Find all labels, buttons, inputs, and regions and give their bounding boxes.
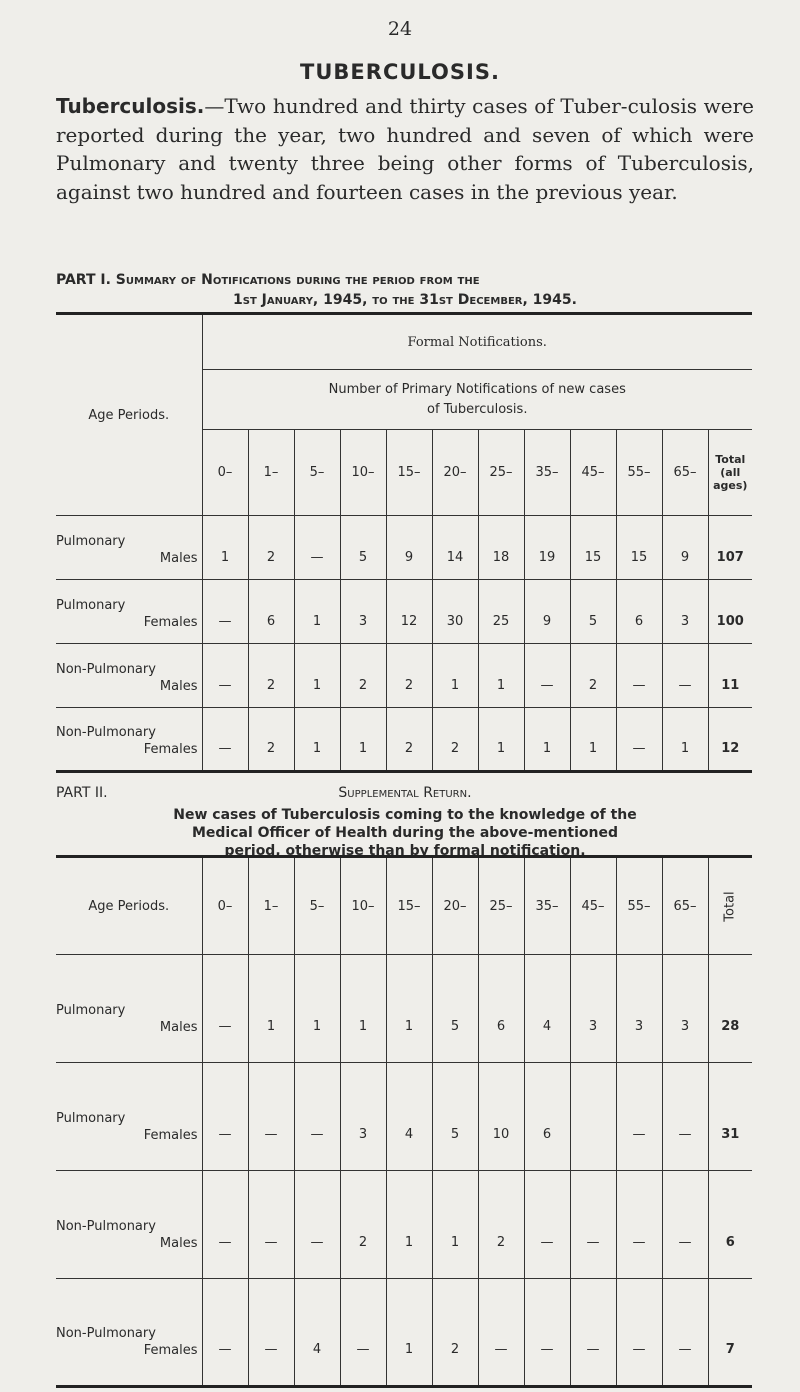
table-cell: 1 xyxy=(248,955,294,1063)
table-cell: 2 xyxy=(432,1279,478,1387)
table-cell: 3 xyxy=(616,955,662,1063)
col-header: 0– xyxy=(202,430,248,516)
table-row xyxy=(56,708,752,772)
total-header-line3: ages) xyxy=(713,479,748,492)
part2-desc-line: period, otherwise than by formal notification. xyxy=(224,843,586,859)
table-cell: 1 xyxy=(570,708,616,772)
table-cell: 1 xyxy=(386,955,432,1063)
total-header-line1: Total xyxy=(715,453,746,466)
part2-title: Supplemental Return. xyxy=(338,785,472,801)
row-label xyxy=(56,580,202,644)
table-cell: 2 xyxy=(570,644,616,708)
table-row xyxy=(56,955,752,1063)
part1-caption xyxy=(56,270,754,310)
table-cell: 2 xyxy=(478,1171,524,1279)
table-cell: 1 xyxy=(478,708,524,772)
table-cell: 1 xyxy=(294,580,340,644)
table-cell: — xyxy=(294,1063,340,1171)
table-row xyxy=(56,1063,752,1171)
total-cell: 7 xyxy=(708,1279,752,1387)
col-header: 25– xyxy=(478,857,524,955)
row-label-line1: Non-Pulmonary xyxy=(56,1219,156,1234)
formal-notifications-header: Formal Notifications. xyxy=(202,314,752,370)
row-label xyxy=(56,1279,202,1387)
table-cell: — xyxy=(340,1279,386,1387)
part2-age-periods-header: Age Periods. xyxy=(56,857,202,955)
table-cell: 15 xyxy=(570,516,616,580)
col-header: 20– xyxy=(432,430,478,516)
table-cell: 2 xyxy=(248,516,294,580)
table-cell: 1 xyxy=(202,516,248,580)
col-header: 45– xyxy=(570,857,616,955)
table-cell: 14 xyxy=(432,516,478,580)
row-label-line1: Pulmonary xyxy=(56,1003,126,1018)
table-cell: 6 xyxy=(248,580,294,644)
col-header: 1– xyxy=(248,857,294,955)
table-cell: 6 xyxy=(478,955,524,1063)
col-header: 25– xyxy=(478,430,524,516)
table-cell: 12 xyxy=(386,580,432,644)
row-label xyxy=(56,516,202,580)
table-cell: 5 xyxy=(432,1063,478,1171)
row-label-line2: Females xyxy=(143,1343,198,1358)
table-cell: 6 xyxy=(616,580,662,644)
row-label-line1: Pulmonary xyxy=(56,598,126,613)
table-cell: 1 xyxy=(294,708,340,772)
table-cell: — xyxy=(616,644,662,708)
table-cell: — xyxy=(202,1279,248,1387)
table-cell: — xyxy=(616,708,662,772)
table-cell: — xyxy=(662,644,708,708)
row-label-line1: Non-Pulmonary xyxy=(56,725,156,740)
table-cell: 3 xyxy=(662,580,708,644)
row-label-line2: Females xyxy=(143,742,198,757)
table-cell: — xyxy=(662,1063,708,1171)
col-header: 15– xyxy=(386,430,432,516)
part2-description xyxy=(56,806,754,860)
row-label-line2: Males xyxy=(159,1020,198,1035)
table-cell: 1 xyxy=(662,708,708,772)
table-cell: 1 xyxy=(294,955,340,1063)
part1-table xyxy=(56,312,752,773)
row-label-line2: Females xyxy=(143,615,198,630)
table-cell: 2 xyxy=(386,708,432,772)
row-label-line2: Females xyxy=(143,1128,198,1143)
part1-label: PART I. xyxy=(56,272,111,288)
table-cell: 1 xyxy=(340,708,386,772)
table-cell: — xyxy=(570,1279,616,1387)
col-header: 20– xyxy=(432,857,478,955)
table-row xyxy=(56,1171,752,1279)
total-header-label: Total xyxy=(722,890,738,922)
part1-caption-line1: Summary of Notifications during the period from the xyxy=(115,272,480,288)
row-label-line2: Males xyxy=(159,551,198,566)
intro-text: —Two hundred and thirty cases of Tuber-culosis were reported during the year, two hundred and seven of which were Pulmonary and twenty three being other forms of Tuberculosis, against two hundred and fourteen cases in the previous year. xyxy=(56,94,754,204)
table-cell: — xyxy=(524,644,570,708)
table-cell: 1 xyxy=(432,644,478,708)
table-cell: — xyxy=(616,1171,662,1279)
table-cell: 3 xyxy=(340,1063,386,1171)
part2-desc-line: Medical Officer of Health during the above-mentioned xyxy=(191,825,619,841)
total-header xyxy=(708,857,752,955)
table-cell: — xyxy=(202,644,248,708)
table-cell: 25 xyxy=(478,580,524,644)
table-cell: 1 xyxy=(432,1171,478,1279)
row-label-line2: Males xyxy=(159,1236,198,1251)
col-header: 55– xyxy=(616,430,662,516)
table-cell: 1 xyxy=(386,1171,432,1279)
table-cell: 9 xyxy=(386,516,432,580)
col-header: 5– xyxy=(294,857,340,955)
table-cell: 2 xyxy=(248,644,294,708)
table-cell: 4 xyxy=(524,955,570,1063)
table-cell: — xyxy=(662,1279,708,1387)
col-header: 10– xyxy=(340,430,386,516)
table-cell: 1 xyxy=(294,644,340,708)
table-cell: 15 xyxy=(616,516,662,580)
table-cell: — xyxy=(202,1063,248,1171)
col-header: 35– xyxy=(524,857,570,955)
row-label xyxy=(56,708,202,772)
page-heading: TUBERCULOSIS. xyxy=(300,60,500,84)
table-row xyxy=(56,644,752,708)
intro-lead: Tuberculosis. xyxy=(56,94,205,118)
total-cell: 31 xyxy=(708,1063,752,1171)
table-cell: — xyxy=(294,516,340,580)
part2-table xyxy=(56,855,752,1388)
intro-paragraph xyxy=(56,92,754,206)
table-cell: — xyxy=(248,1063,294,1171)
row-label xyxy=(56,644,202,708)
table-cell: — xyxy=(524,1171,570,1279)
col-header: 55– xyxy=(616,857,662,955)
table-cell: 1 xyxy=(340,955,386,1063)
total-cell: 6 xyxy=(708,1171,752,1279)
col-header: 35– xyxy=(524,430,570,516)
table-row xyxy=(56,1279,752,1387)
total-cell: 11 xyxy=(708,644,752,708)
col-header: 15– xyxy=(386,857,432,955)
table-cell xyxy=(570,1063,616,1171)
table-cell: 4 xyxy=(294,1279,340,1387)
table-cell: — xyxy=(524,1279,570,1387)
table-cell: 6 xyxy=(524,1063,570,1171)
table-cell: 1 xyxy=(524,708,570,772)
table-cell: 5 xyxy=(340,516,386,580)
part2-table-body xyxy=(56,955,752,1387)
table-cell: 1 xyxy=(478,644,524,708)
table-cell: 19 xyxy=(524,516,570,580)
row-label-line2: Males xyxy=(159,679,198,694)
part2-desc-line: New cases of Tuberculosis coming to the knowledge of the xyxy=(173,807,637,823)
table-cell: — xyxy=(294,1171,340,1279)
table-cell: 9 xyxy=(662,516,708,580)
row-label-line1: Pulmonary xyxy=(56,1111,126,1126)
row-label-line1: Non-Pulmonary xyxy=(56,1326,156,1341)
table-cell: — xyxy=(616,1063,662,1171)
primary-notifications-header xyxy=(202,370,752,430)
table-row xyxy=(56,516,752,580)
table-cell: 2 xyxy=(432,708,478,772)
table-cell: 2 xyxy=(248,708,294,772)
table-cell: 2 xyxy=(340,1171,386,1279)
col-header: 65– xyxy=(662,857,708,955)
row-label-line1: Non-Pulmonary xyxy=(56,662,156,677)
table-cell: 3 xyxy=(662,955,708,1063)
total-cell: 100 xyxy=(708,580,752,644)
row-label-line1: Pulmonary xyxy=(56,534,126,549)
col-header: 45– xyxy=(570,430,616,516)
total-cell: 12 xyxy=(708,708,752,772)
table-cell: — xyxy=(202,580,248,644)
col-header: 0– xyxy=(202,857,248,955)
col-header: 1– xyxy=(248,430,294,516)
table-cell: 1 xyxy=(386,1279,432,1387)
table-cell: — xyxy=(478,1279,524,1387)
table-cell: — xyxy=(616,1279,662,1387)
row-label xyxy=(56,955,202,1063)
total-header xyxy=(708,430,752,516)
table-cell: — xyxy=(202,1171,248,1279)
table-cell: — xyxy=(202,955,248,1063)
table-cell: 4 xyxy=(386,1063,432,1171)
table-cell: — xyxy=(202,708,248,772)
table-cell: 2 xyxy=(386,644,432,708)
primary-header-line1: Number of Primary Notifications of new cases xyxy=(328,381,626,397)
table-row xyxy=(56,580,752,644)
table-cell: — xyxy=(570,1171,616,1279)
total-cell: 28 xyxy=(708,955,752,1063)
col-header: 65– xyxy=(662,430,708,516)
total-header-line2: (all xyxy=(720,466,741,479)
row-label xyxy=(56,1063,202,1171)
part1-caption-line2: 1st January, 1945, to the 31st December, 1945. xyxy=(233,292,577,308)
part1-age-periods-header: Age Periods. xyxy=(56,314,202,516)
table-cell: 2 xyxy=(340,644,386,708)
row-label xyxy=(56,1171,202,1279)
col-header: 10– xyxy=(340,857,386,955)
table-cell: 9 xyxy=(524,580,570,644)
col-header: 5– xyxy=(294,430,340,516)
part1-table-body xyxy=(56,516,752,772)
table-cell: 3 xyxy=(340,580,386,644)
table-cell: 18 xyxy=(478,516,524,580)
table-cell: — xyxy=(248,1171,294,1279)
table-cell: — xyxy=(662,1171,708,1279)
primary-header-line2: of Tuberculosis. xyxy=(427,401,528,417)
table-cell: 5 xyxy=(432,955,478,1063)
table-cell: — xyxy=(248,1279,294,1387)
table-cell: 10 xyxy=(478,1063,524,1171)
table-cell: 5 xyxy=(570,580,616,644)
table-cell: 3 xyxy=(570,955,616,1063)
part2-label: PART II. xyxy=(56,785,108,801)
table-cell: 30 xyxy=(432,580,478,644)
total-cell: 107 xyxy=(708,516,752,580)
page-number: 24 xyxy=(387,18,413,40)
